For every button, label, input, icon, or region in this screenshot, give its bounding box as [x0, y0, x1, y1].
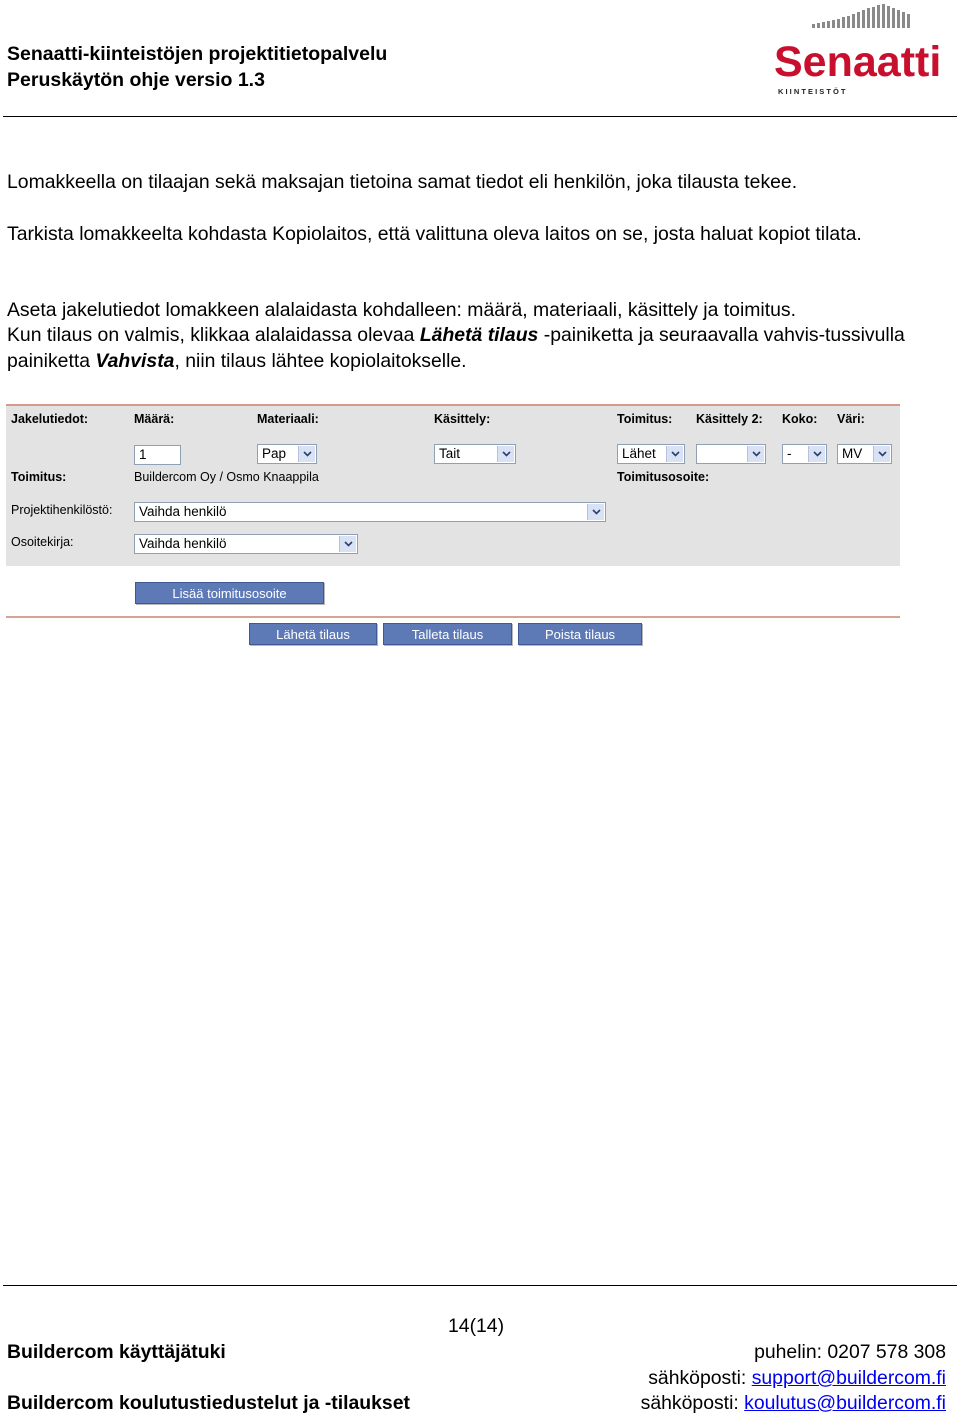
label-vari: Väri:	[837, 412, 865, 426]
page-number: 14(14)	[448, 1315, 505, 1337]
processing2-select[interactable]	[696, 444, 766, 464]
delivery-form	[6, 404, 900, 566]
logo-wordmark: Senaatti	[774, 38, 942, 86]
chevron-down-icon	[592, 507, 601, 516]
material-select[interactable]: Pap	[257, 444, 317, 464]
chevron-down-icon	[344, 539, 353, 548]
label-toimitusosoite: Toimitusosoite:	[617, 470, 710, 484]
size-select[interactable]: -	[782, 444, 827, 464]
save-order-button[interactable]: Talleta tilaus	[383, 623, 512, 645]
quantity-input[interactable]: 1	[134, 445, 181, 465]
label-kasittely: Käsittely:	[434, 412, 491, 426]
paragraph-1: Lomakkeella on tilaajan sekä maksajan tietoina samat tiedot eli henkilön, joka tilausta tekee.	[7, 171, 798, 193]
training-email-link[interactable]: koulutus@buildercom.fi	[744, 1392, 946, 1414]
logo-subtext: K I I N T E I S T Ö T	[778, 87, 846, 96]
label-maara: Määrä:	[134, 412, 175, 426]
add-delivery-address-button[interactable]: Lisää toimitusosoite	[135, 582, 324, 604]
header-title: Senaatti-kiinteistöjen projektitietopalvelu	[7, 43, 388, 65]
footer-email-training: sähköposti: koulutus@buildercom.fi	[640, 1392, 946, 1414]
label-toimitus-top: Toimitus:	[617, 412, 673, 426]
label-koko: Koko:	[782, 412, 818, 426]
project-staff-select[interactable]: Vaihda henkilö	[134, 502, 606, 522]
label-projektihenkilosto: Projektihenkilöstö:	[11, 503, 113, 517]
footer-support-title: Buildercom käyttäjätuki	[7, 1341, 226, 1363]
chevron-down-icon	[813, 449, 822, 458]
address-book-select[interactable]: Vaihda henkilö	[134, 534, 358, 554]
label-materiaali: Materiaali:	[257, 412, 319, 426]
label-kasittely2: Käsittely 2:	[696, 412, 763, 426]
label-jakelutiedot: Jakelutiedot:	[11, 412, 89, 426]
chevron-down-icon	[502, 449, 511, 458]
emphasis-laheta-tilaus: Lähetä tilaus	[419, 324, 539, 347]
footer-training-title: Buildercom koulutustiedustelut ja -tilaukset	[7, 1392, 410, 1414]
footer-email-support: sähköposti: support@buildercom.fi	[648, 1367, 946, 1389]
header-subtitle: Peruskäytön ohje versio 1.3	[7, 69, 265, 91]
send-order-button[interactable]: Lähetä tilaus	[249, 623, 377, 645]
label-osoitekirja: Osoitekirja:	[11, 535, 74, 549]
paragraph-3	[7, 298, 952, 374]
chevron-down-icon	[878, 449, 887, 458]
document-header	[7, 41, 387, 93]
delivery-select[interactable]: Lähet	[617, 444, 685, 464]
paragraph-2: Tarkista lomakkeelta kohdasta Kopiolaitos, että valittuna oleva laitos on se, josta haluat kopiot tilata.	[7, 223, 862, 245]
header-divider	[3, 116, 957, 117]
senaatti-logo	[772, 2, 948, 98]
paragraph-3-line1: Aseta jakelutiedot lomakkeen alalaidasta kohdalleen: määrä, materiaali, käsittely ja toimitus.	[7, 299, 796, 321]
color-select[interactable]: MV	[837, 444, 892, 464]
emphasis-vahvista: Vahvista	[95, 349, 175, 372]
delete-order-button[interactable]: Poista tilaus	[518, 623, 642, 645]
footer-phone: puhelin: 0207 578 308	[754, 1341, 946, 1363]
support-email-link[interactable]: support@buildercom.fi	[751, 1367, 946, 1389]
chevron-down-icon	[671, 449, 680, 458]
chevron-down-icon	[752, 449, 761, 458]
paragraph-3-line2: Kun tilaus on valmis, klikkaa alalaidassa olevaa Lähetä tilaus -painiketta ja seuraavalla vahvis-tussivulla painiketta Vahvista, niin tilaus lähtee kopiolaitokselle.	[7, 324, 905, 372]
footer-divider	[3, 1285, 957, 1286]
chevron-down-icon	[303, 449, 312, 458]
form-divider	[6, 616, 900, 618]
delivery-recipient-text: Buildercom Oy / Osmo Knaappila	[134, 470, 319, 484]
processing-select[interactable]: Tait	[434, 444, 516, 464]
label-toimitus: Toimitus:	[11, 470, 67, 484]
